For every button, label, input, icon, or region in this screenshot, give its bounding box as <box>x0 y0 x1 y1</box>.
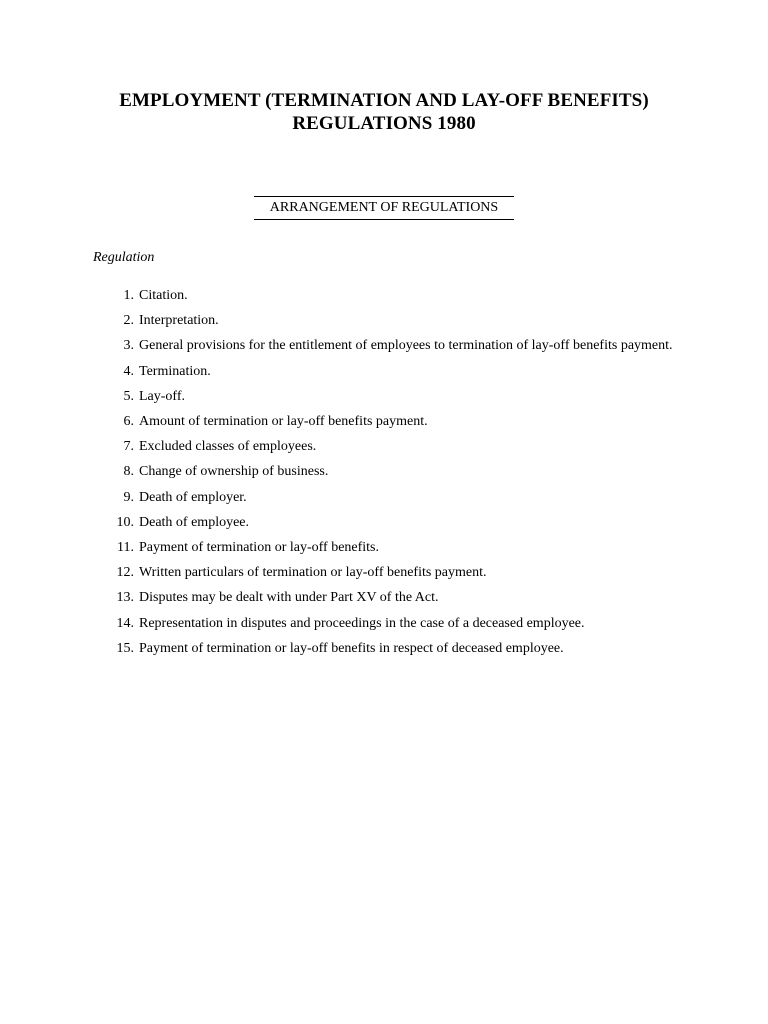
regulation-title: Death of employee. <box>139 514 250 530</box>
regulation-title: Lay-off. <box>139 388 185 404</box>
regulation-title: Disputes may be dealt with under Part XV of the Act. <box>139 590 439 606</box>
list-item <box>93 636 693 661</box>
regulation-number: 8. <box>123 464 134 480</box>
document-title <box>0 89 768 135</box>
list-item <box>93 585 693 610</box>
regulation-column-label: Regulation <box>93 250 155 265</box>
regulation-title: Death of employer. <box>139 489 247 505</box>
regulation-title: Citation. <box>139 288 188 303</box>
list-item <box>93 409 693 434</box>
regulation-list <box>93 283 693 661</box>
arrangement-heading: ARRANGEMENT OF REGULATIONS <box>254 196 514 220</box>
list-item <box>93 611 693 636</box>
regulation-number: 2. <box>123 313 134 329</box>
regulation-title: Written particulars of termination or lay-off benefits payment. <box>139 565 487 581</box>
regulation-number: 1. <box>123 288 134 303</box>
list-item <box>93 485 693 510</box>
regulation-number: 13. <box>116 590 134 606</box>
regulation-number: 6. <box>123 414 134 430</box>
list-item <box>93 560 693 585</box>
regulation-title: Amount of termination or lay-off benefits payment. <box>139 414 428 430</box>
list-item <box>93 283 693 308</box>
regulation-number: 3. <box>123 338 134 354</box>
regulation-title: Payment of termination or lay-off benefits. <box>139 540 380 556</box>
regulation-number: 4. <box>123 363 134 379</box>
list-item <box>93 359 693 384</box>
regulation-number: 7. <box>123 439 134 455</box>
regulation-title: Excluded classes of employees. <box>139 439 317 455</box>
regulation-title: Change of ownership of business. <box>139 464 329 480</box>
regulation-number: 15. <box>116 640 134 656</box>
regulation-title: General provisions for the entitlement of employees to termination of lay-off benefits payment. <box>139 338 673 354</box>
list-item <box>93 535 693 560</box>
regulation-number: 5. <box>123 388 134 404</box>
list-item <box>93 333 693 358</box>
regulation-number: 9. <box>123 489 134 505</box>
regulation-title: Representation in disputes and proceedings in the case of a deceased employee. <box>139 615 585 631</box>
list-item <box>93 384 693 409</box>
regulation-number: 14. <box>116 615 134 631</box>
regulation-number: 10. <box>116 514 134 530</box>
list-item <box>93 434 693 459</box>
regulation-title: Interpretation. <box>139 313 219 329</box>
regulation-title: Termination. <box>139 363 211 379</box>
list-item <box>93 459 693 484</box>
regulation-number: 11. <box>117 540 134 556</box>
list-item <box>93 510 693 535</box>
title-line-1: EMPLOYMENT (TERMINATION AND LAY-OFF BENEFITS) <box>119 90 649 111</box>
regulation-title: Payment of termination or lay-off benefits in respect of deceased employee. <box>139 640 564 656</box>
regulation-number: 12. <box>116 565 134 581</box>
title-line-2: REGULATIONS 1980 <box>292 113 476 134</box>
list-item <box>93 308 693 333</box>
